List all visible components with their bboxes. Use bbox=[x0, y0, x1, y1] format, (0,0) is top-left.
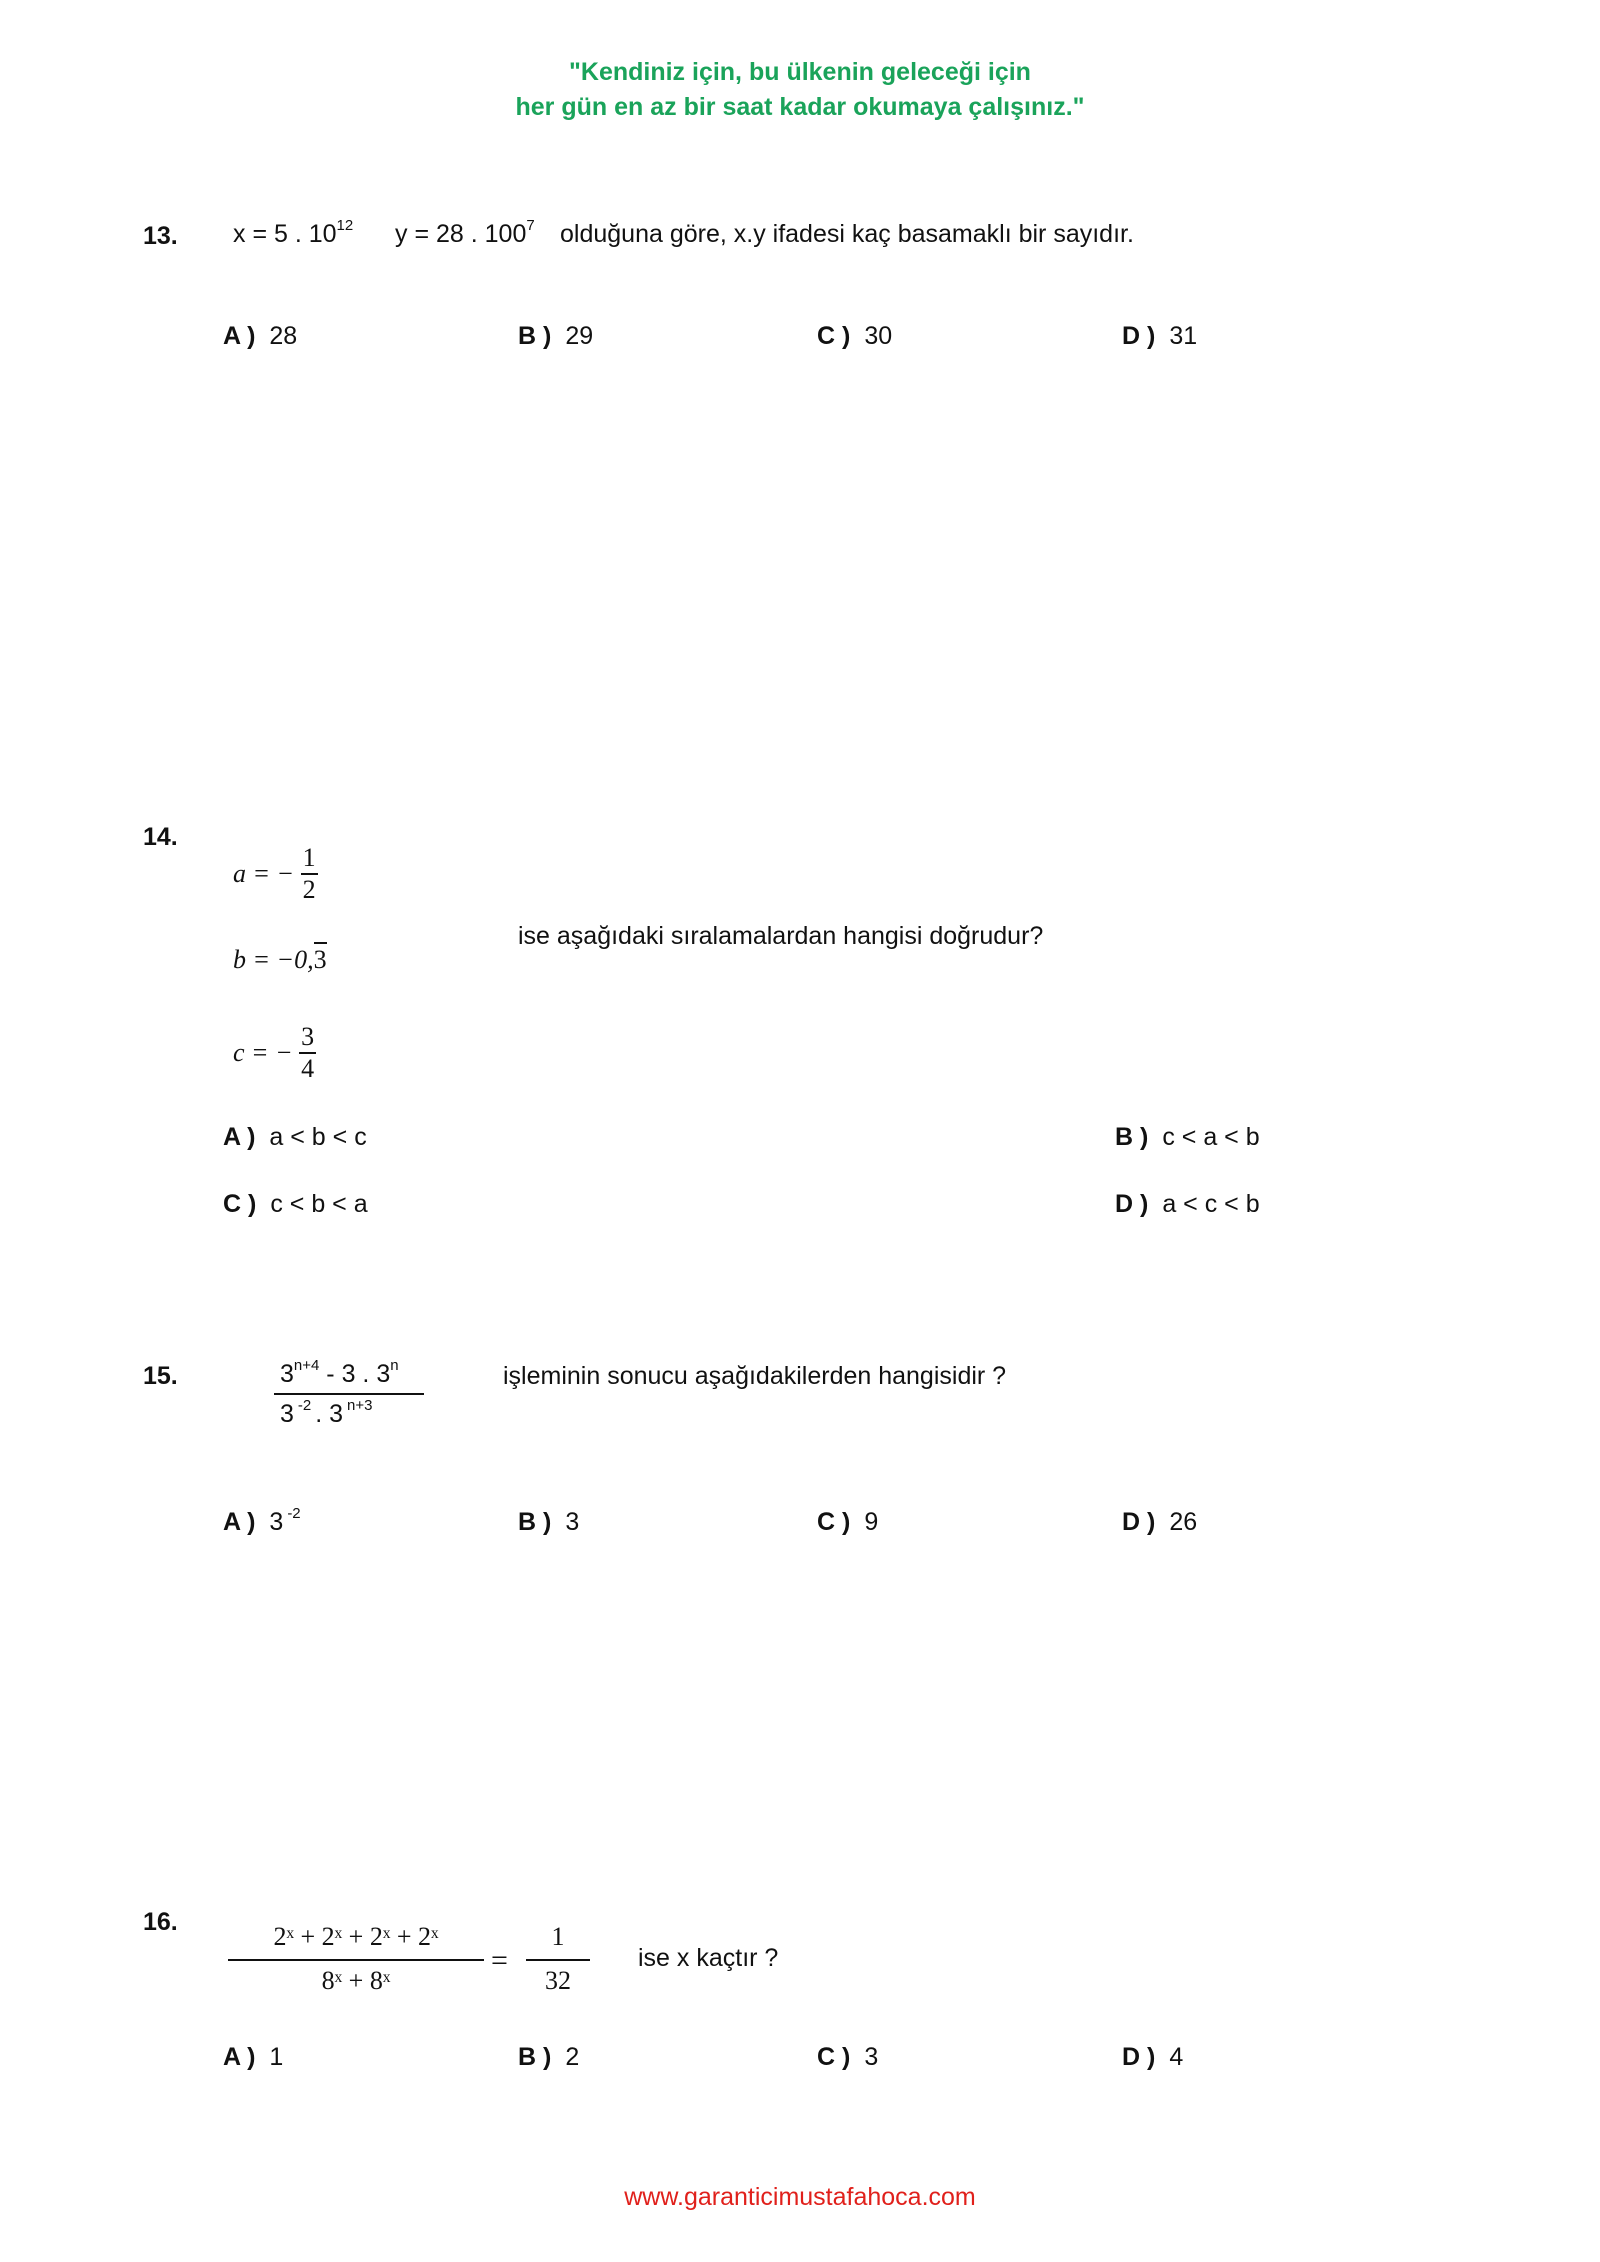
question-16-number: 16. bbox=[143, 1908, 178, 1936]
equation-b bbox=[233, 945, 327, 975]
question-16-fraction-bar bbox=[228, 1959, 484, 1961]
option-value: a < c < b bbox=[1162, 1190, 1260, 1218]
x-exponent: 12 bbox=[336, 217, 354, 234]
question-15-text: işleminin sonucu aşağıdakilerden hangisidir ? bbox=[503, 1362, 1007, 1390]
option-label: D ) bbox=[1122, 322, 1156, 350]
option-value: 1 bbox=[269, 2043, 284, 2071]
question-16-option-d[interactable] bbox=[1122, 2043, 1183, 2072]
footer-website-link[interactable]: www.garanticimustafahoca.com bbox=[624, 2183, 976, 2211]
question-16-rhs-denominator: 32 bbox=[545, 1966, 571, 1995]
question-15-option-c[interactable] bbox=[817, 1508, 878, 1537]
option-value: 3 bbox=[565, 1508, 580, 1536]
question-14-option-d[interactable] bbox=[1115, 1190, 1260, 1219]
question-15-option-d[interactable] bbox=[1122, 1508, 1197, 1537]
option-value: 2 bbox=[565, 2043, 580, 2071]
c-numerator: 3 bbox=[299, 1022, 316, 1054]
option-label: B ) bbox=[518, 322, 552, 350]
question-16-denominator: 8ˣ + 8ˣ bbox=[321, 1966, 391, 1995]
header-quote-line1: "Kendiniz için, bu ülkenin geleceği için bbox=[569, 58, 1031, 86]
option-label: C ) bbox=[817, 1508, 851, 1536]
question-15-fraction-bar bbox=[274, 1393, 424, 1395]
y-exponent: 7 bbox=[526, 217, 535, 234]
question-13-option-a[interactable] bbox=[223, 322, 297, 351]
den-a-exponent: -2 bbox=[297, 1397, 312, 1414]
question-13-option-b[interactable] bbox=[518, 322, 593, 351]
option-label: C ) bbox=[817, 322, 851, 350]
den-b: . 3 bbox=[315, 1400, 344, 1428]
equation-a bbox=[233, 843, 318, 905]
option-label: B ) bbox=[1115, 1123, 1149, 1151]
a-fraction bbox=[301, 843, 318, 905]
num-b-exponent: n bbox=[390, 1357, 399, 1374]
question-16-option-a[interactable] bbox=[223, 2043, 283, 2072]
question-16-numerator: 2ˣ + 2ˣ + 2ˣ + 2ˣ bbox=[273, 1922, 439, 1951]
question-14-option-b[interactable] bbox=[1115, 1123, 1260, 1152]
question-16-option-b[interactable] bbox=[518, 2043, 579, 2072]
option-value: 30 bbox=[864, 322, 893, 350]
c-fraction bbox=[299, 1022, 316, 1084]
question-16-text: ise x kaçtır ? bbox=[638, 1944, 779, 1972]
option-label: D ) bbox=[1122, 1508, 1156, 1536]
option-label: D ) bbox=[1122, 2043, 1156, 2071]
header-quote bbox=[0, 55, 1600, 125]
option-value: a < b < c bbox=[269, 1123, 367, 1151]
option-value: 3 bbox=[269, 1508, 284, 1536]
equation-c bbox=[233, 1022, 316, 1084]
question-16-option-c[interactable] bbox=[817, 2043, 878, 2072]
option-value: 3 bbox=[864, 2043, 879, 2071]
option-value: 9 bbox=[864, 1508, 879, 1536]
den-b-exponent: n+3 bbox=[347, 1397, 373, 1414]
option-label: A ) bbox=[223, 322, 256, 350]
question-14-option-c[interactable] bbox=[223, 1190, 368, 1219]
option-value: c < b < a bbox=[270, 1190, 368, 1218]
question-15-number: 15. bbox=[143, 1362, 178, 1390]
option-value: 4 bbox=[1169, 2043, 1184, 2071]
option-value: 26 bbox=[1169, 1508, 1198, 1536]
question-13-text: olduğuna göre, x.y ifadesi kaç basamaklı bir sayıdır. bbox=[560, 220, 1134, 248]
question-16-rhs-numerator: 1 bbox=[551, 1922, 565, 1951]
c-lhs: c = − bbox=[233, 1038, 293, 1067]
option-label: A ) bbox=[223, 2043, 256, 2071]
num-a: 3 bbox=[280, 1360, 294, 1388]
question-13-number: 13. bbox=[143, 222, 178, 250]
b-repeating-digit: 3 bbox=[314, 942, 327, 974]
option-label: B ) bbox=[518, 2043, 552, 2071]
den-a: 3 bbox=[280, 1400, 294, 1428]
option-value: c < a < b bbox=[1162, 1123, 1260, 1151]
num-a-exponent: n+4 bbox=[293, 1357, 320, 1374]
x-base: x = 5 . 10 bbox=[233, 220, 337, 248]
a-denominator: 2 bbox=[302, 875, 316, 904]
option-exponent: -2 bbox=[287, 1505, 301, 1522]
b-lhs: b = −0, bbox=[233, 945, 314, 974]
question-15-option-b[interactable] bbox=[518, 1508, 579, 1537]
option-label: B ) bbox=[518, 1508, 552, 1536]
option-label: C ) bbox=[223, 1190, 257, 1218]
question-15-numerator bbox=[280, 1357, 399, 1389]
question-16-rhs-fraction-bar bbox=[526, 1959, 590, 1961]
option-label: D ) bbox=[1115, 1190, 1149, 1218]
question-13-y-expression bbox=[395, 217, 535, 249]
option-label: C ) bbox=[817, 2043, 851, 2071]
question-13-option-d[interactable] bbox=[1122, 322, 1197, 351]
header-quote-line2: her gün en az bir saat kadar okumaya çalışınız." bbox=[515, 93, 1085, 121]
question-15-option-a[interactable] bbox=[223, 1505, 301, 1537]
question-15-denominator bbox=[280, 1397, 373, 1429]
question-13-option-c[interactable] bbox=[817, 322, 892, 351]
question-13-x-expression bbox=[233, 217, 354, 249]
option-value: 28 bbox=[269, 322, 298, 350]
num-b: - 3 . 3 bbox=[319, 1360, 391, 1388]
option-value: 29 bbox=[565, 322, 594, 350]
question-14-number: 14. bbox=[143, 823, 178, 851]
option-label: A ) bbox=[223, 1508, 256, 1536]
question-14-option-a[interactable] bbox=[223, 1123, 367, 1152]
question-16-equals: = bbox=[491, 1944, 508, 1977]
option-value: 31 bbox=[1169, 322, 1198, 350]
c-denominator: 4 bbox=[301, 1054, 315, 1083]
option-label: A ) bbox=[223, 1123, 256, 1151]
a-lhs: a = − bbox=[233, 859, 295, 888]
y-base: y = 28 . 100 bbox=[395, 220, 527, 248]
question-14-text: ise aşağıdaki sıralamalardan hangisi doğrudur? bbox=[518, 922, 1044, 950]
a-numerator: 1 bbox=[301, 843, 318, 875]
